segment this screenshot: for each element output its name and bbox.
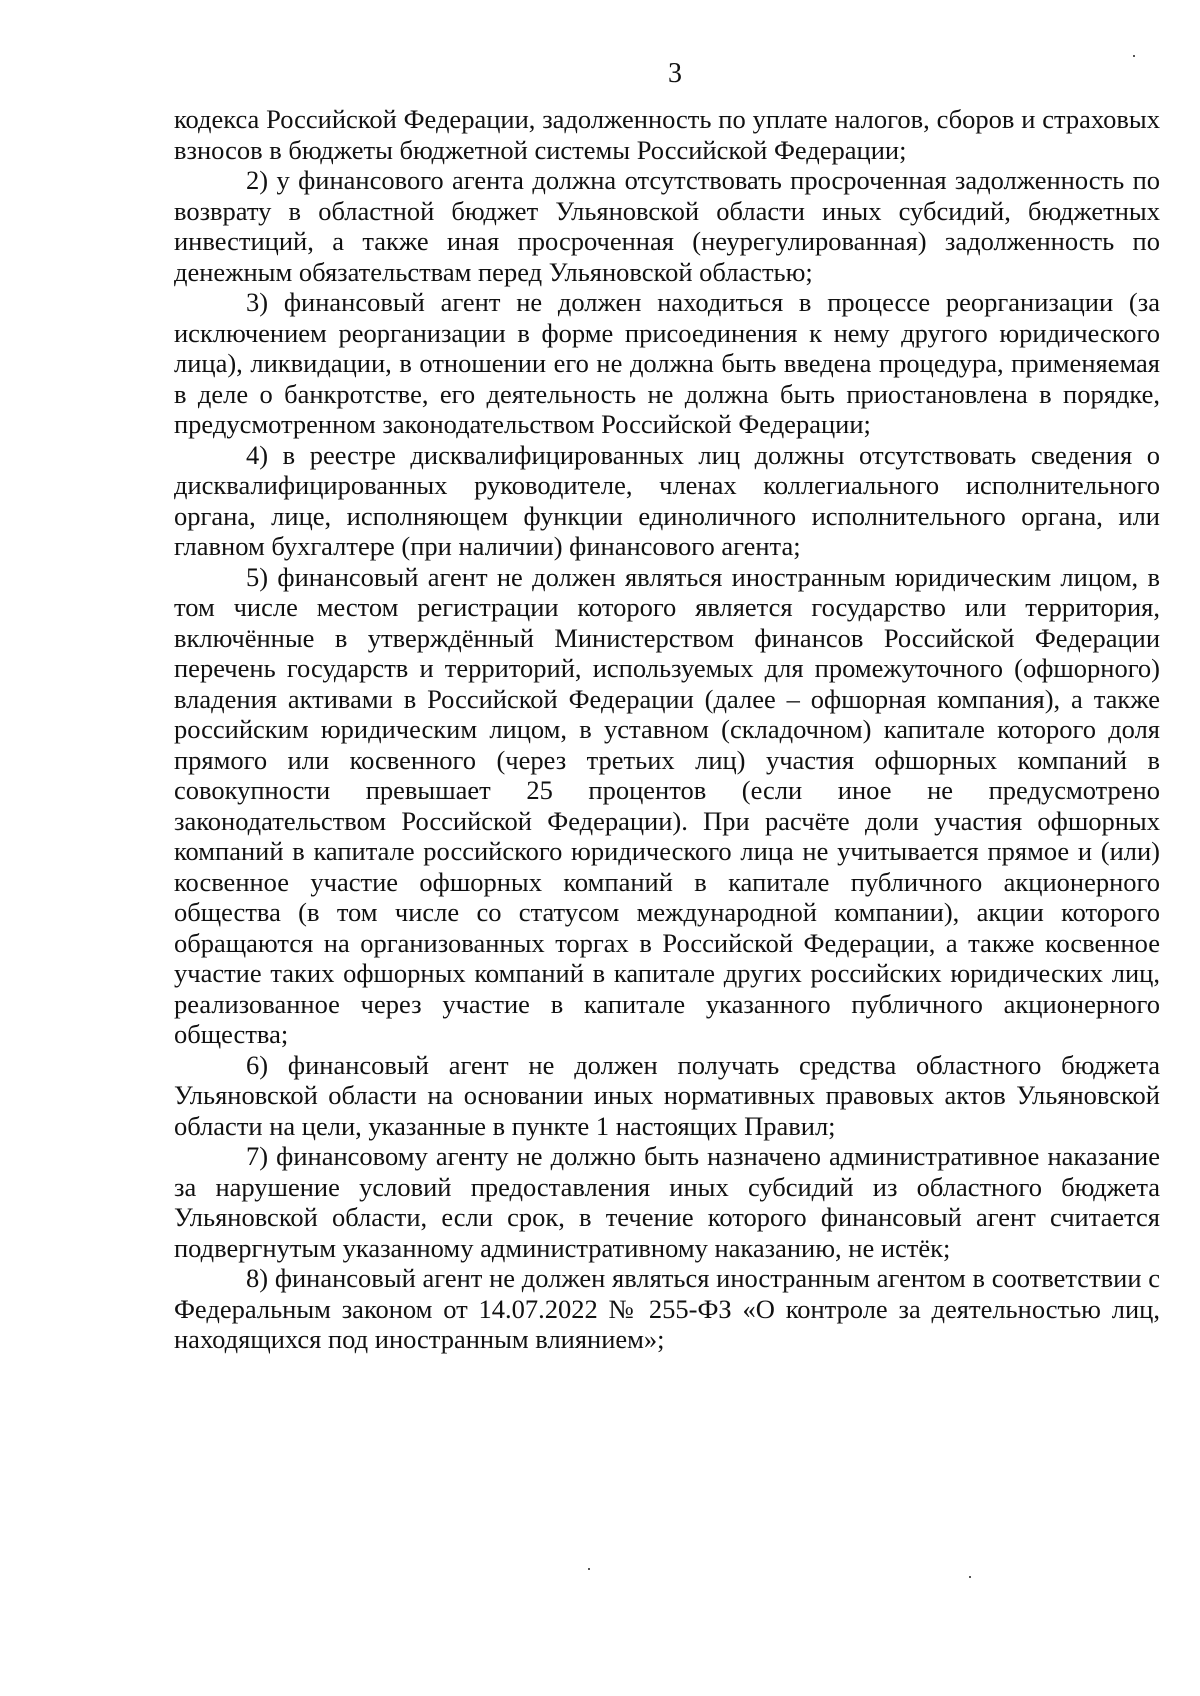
paragraph-item-4: 4) в реестре дисквалифицированных лиц должны отсутствовать сведения о дисквалифицированных руководителе, членах коллегиального исполнительного органа, лице, исполняющем функции единоличного исполнительного органа, или главном бухгалтере (при наличии) финансового агента; bbox=[174, 439, 1160, 561]
scan-speck bbox=[969, 1576, 971, 1578]
paragraph-item-7: 7) финансовому агенту не должно быть назначено административное наказание за нарушение условий предоставления иных субсидий из областного бюджета Ульяновской области, если срок, в течение которого финансовый агент считается подвергнутым указанному административному наказанию, не истёк; bbox=[174, 1141, 1160, 1263]
document-body bbox=[174, 104, 1160, 1355]
paragraph-item-8: 8) финансовый агент не должен являться иностранным агентом в соответствии с Федеральным законом от 14.07.2022 № 255-ФЗ «О контроле за деятельностью лиц, находящихся под иностранным влиянием»; bbox=[174, 1263, 1160, 1354]
page-number: 3 bbox=[668, 58, 682, 89]
paragraph-item-5: 5) финансовый агент не должен являться иностранным юридическим лицом, в том числе местом регистрации которого является государство или территория, включённые в утверждённый Министерством финансов Российской Федерации перечень государств и территорий, используемых для промежуточного (офшорного) владения активами в Российской Федерации (далее – офшорная компания), а также российским юридическим лицом, в уставном (складочном) капитале которого доля прямого или косвенного (через третьих лиц) участия офшорных компаний в совокупности превышает 25 процентов (если иное не предусмотрено законодательством Российской Федерации). При расчёте доли участия офшорных компаний в капитале российского юридического лица не учитывается прямое и (или) косвенное участие офшорных компаний в капитале публичного акционерного общества (в том числе со статусом международной компании), акции которого обращаются на организованных торгах в Российской Федерации, а также косвенное участие таких офшорных компаний в капитале других российских юридических лиц, реализованное через участие в капитале указанного публичного акционерного общества; bbox=[174, 561, 1160, 1049]
scan-speck bbox=[1133, 55, 1135, 57]
paragraph-item-2: 2) у финансового агента должна отсутствовать просроченная задолженность по возврату в областной бюджет Ульяновской области иных субсидий, бюджетных инвестиций, а также иная просроченная (неурегулированная) задолженность по денежным обязательствам перед Ульяновской областью; bbox=[174, 165, 1160, 287]
paragraph-item-3: 3) финансовый агент не должен находиться в процессе реорганизации (за исключением реорганизации в форме присоединения к нему другого юридического лица), ликвидации, в отношении его не должна быть введена процедура, применяемая в деле о банкротстве, его деятельность не должна быть приостановлена в порядке, предусмотренном законодательством Российской Федерации; bbox=[174, 287, 1160, 439]
scan-speck bbox=[588, 1568, 590, 1570]
paragraph-continuation: кодекса Российской Федерации, задолженность по уплате налогов, сборов и страховых взносов в бюджеты бюджетной системы Российской Федерации; bbox=[174, 104, 1160, 165]
paragraph-item-6: 6) финансовый агент не должен получать средства областного бюджета Ульяновской области на основании иных нормативных правовых актов Ульяновской области на цели, указанные в пункте 1 настоящих Правил; bbox=[174, 1049, 1160, 1141]
